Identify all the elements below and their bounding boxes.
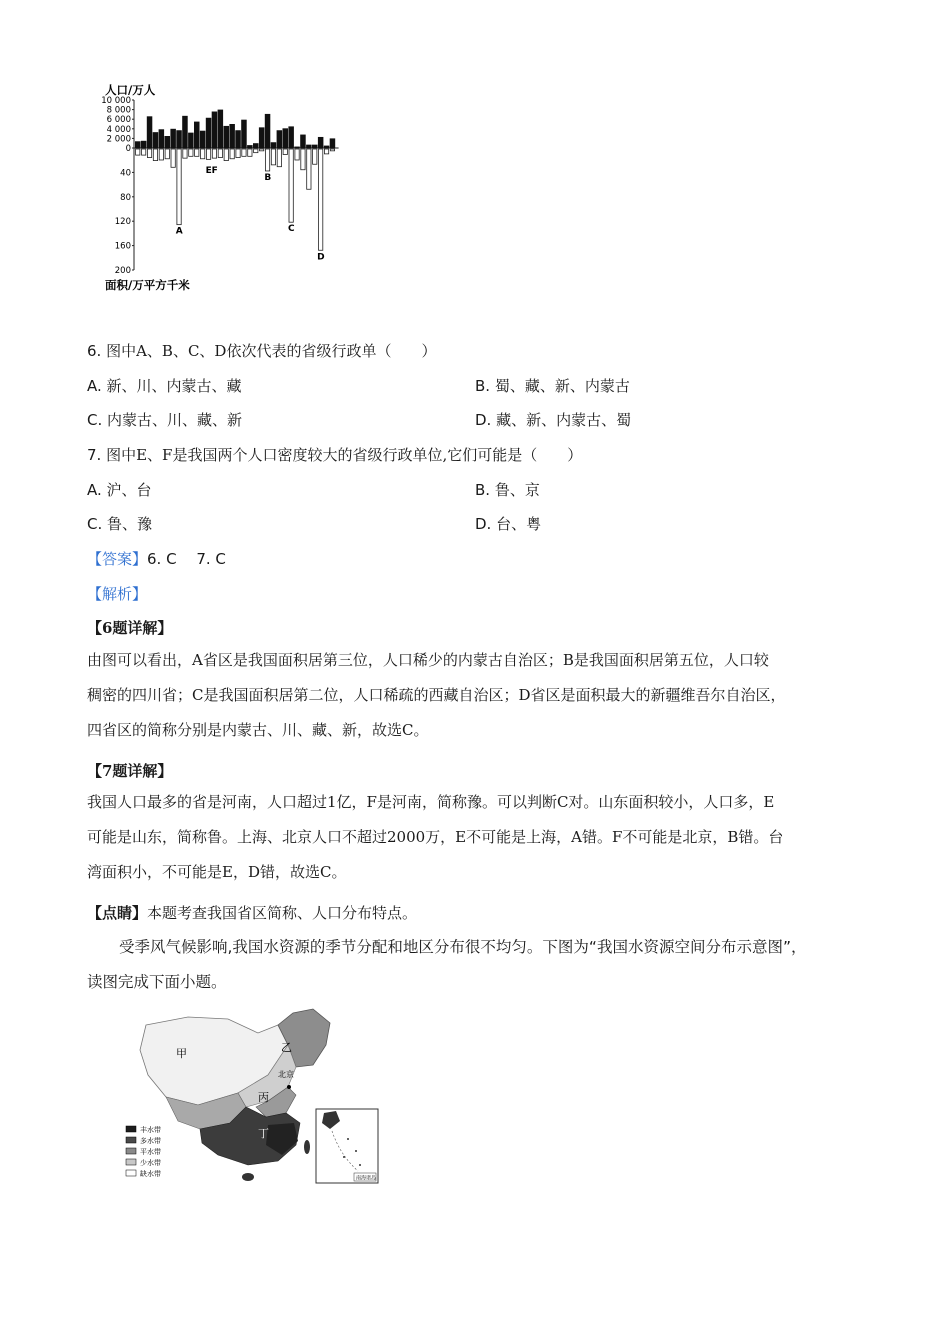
legend-swatch-4 xyxy=(126,1159,136,1165)
bar-label-f: F xyxy=(211,166,218,176)
population-bar xyxy=(312,145,318,148)
bar-labels xyxy=(176,166,325,262)
bar-label-e: E xyxy=(205,166,212,176)
option-text: 鲁、豫 xyxy=(107,515,153,533)
detail-6-heading: 【6题详解】 xyxy=(87,619,173,637)
comment-tag: 【点睛】 xyxy=(87,904,148,922)
population-bar xyxy=(141,141,147,148)
area-bar xyxy=(147,149,151,158)
population-tick-label: 6 000 xyxy=(106,115,131,126)
area-bar xyxy=(330,149,334,151)
option-text: 新、川、内蒙古、藏 xyxy=(106,377,242,395)
area-tick-label: 200 xyxy=(114,266,131,276)
paragraph-line: 四省区的简称分别是内蒙古、川、藏、新，故选C。 xyxy=(87,721,429,739)
q6-option-a xyxy=(87,375,242,396)
population-bar xyxy=(253,143,259,148)
y-axis-area-title: 面积/万平方千米 xyxy=(105,278,190,292)
paragraph-line: 湾面积小，不可能是E，D错，故选C。 xyxy=(87,863,347,881)
population-bar xyxy=(182,116,188,148)
population-bar xyxy=(218,110,224,148)
population-tick-label: 10 000 xyxy=(101,96,131,106)
area-tick-label: 40 xyxy=(120,168,131,179)
detail-7-heading: 【7题详解】 xyxy=(87,762,173,780)
population-bar xyxy=(212,112,218,148)
area-tick-label: 120 xyxy=(114,217,131,228)
detail-7-body xyxy=(87,785,877,890)
answer-line xyxy=(87,548,226,569)
answer-text: 6. C 7. C xyxy=(147,550,226,568)
area-bar xyxy=(319,149,323,250)
population-bar xyxy=(188,133,194,148)
hainan-island xyxy=(242,1173,254,1181)
legend-label-3: 平水带 xyxy=(140,1148,161,1156)
population-bar xyxy=(229,124,235,148)
area-bar xyxy=(218,149,222,158)
paragraph-line: 可能是山东，简称鲁。上海、北京人口不超过2000万，E不可能是上海，A错。F不可能是北京，B错。台 xyxy=(87,828,784,846)
population-ticks xyxy=(101,96,134,154)
population-bar xyxy=(241,120,247,148)
area-bar xyxy=(324,149,328,154)
q7-option-c xyxy=(87,513,152,534)
population-bar xyxy=(265,114,271,148)
legend-label-1: 丰水带 xyxy=(140,1126,161,1134)
population-bar xyxy=(330,138,336,148)
q6-option-b xyxy=(475,375,630,396)
q6-option-d xyxy=(475,409,631,430)
paragraph-line: 受季风气候影响,我国水资源的季节分配和地区分布很不均匀。下图为“我国水资源空间分布示意图”， xyxy=(119,938,807,956)
population-bar xyxy=(306,145,312,148)
population-bar xyxy=(271,142,277,148)
option-text: 台、粤 xyxy=(496,515,542,533)
water-resources-map xyxy=(118,1005,386,1187)
q6-option-c xyxy=(87,409,242,430)
q7-option-d xyxy=(475,513,541,534)
intro-paragraph xyxy=(87,930,887,1000)
area-bar xyxy=(295,149,299,160)
legend-label-2: 多水带 xyxy=(140,1137,161,1145)
area-bar xyxy=(260,149,264,151)
option-text: 蜀、藏、新、内蒙古 xyxy=(494,377,630,395)
question-number: 6. xyxy=(87,342,102,360)
area-bar xyxy=(171,149,175,167)
inset-caption: 南海诸岛 xyxy=(356,1175,377,1182)
beijing-marker xyxy=(287,1085,291,1089)
paragraph-line: 读图完成下面小题。 xyxy=(87,973,227,991)
area-bar xyxy=(283,149,287,154)
population-bar xyxy=(224,126,230,148)
area-bar xyxy=(206,149,210,159)
area-bar xyxy=(230,149,234,159)
area-bar xyxy=(189,149,193,156)
comment-text: 本题考查我国省区简称、人口分布特点。 xyxy=(147,904,418,922)
population-bar xyxy=(176,130,182,148)
bars-group xyxy=(135,110,335,251)
population-tick-label: 2 000 xyxy=(106,134,131,145)
y-axis-population-title xyxy=(105,83,156,97)
area-bar xyxy=(224,149,228,161)
area-bar xyxy=(265,149,269,171)
population-bar xyxy=(165,136,171,148)
population-bar xyxy=(318,137,324,148)
bar-label-d: D xyxy=(317,252,325,263)
map-city-beijing: 北京 xyxy=(278,1070,294,1079)
area-bar xyxy=(201,149,205,159)
question-text: 图中E、F是我国两个人口密度较大的省级行政单位,它们可能是（ ） xyxy=(106,446,583,464)
population-bar xyxy=(294,147,300,148)
area-bar xyxy=(183,149,187,158)
q7-option-a xyxy=(87,479,152,500)
question-6 xyxy=(87,340,436,361)
population-tick-label: 8 000 xyxy=(106,105,131,116)
area-bar xyxy=(159,149,163,160)
option-text: 内蒙古、川、藏、新 xyxy=(107,411,243,429)
question-7 xyxy=(87,444,582,465)
legend-label-5: 缺水带 xyxy=(140,1170,161,1178)
paragraph-line: 由图可以看出，A省区是我国面积居第三位，人口稀少的内蒙古自治区；B是我国面积居第五位，人口较 xyxy=(87,651,769,669)
population-bar xyxy=(159,129,165,148)
area-bar xyxy=(277,149,281,167)
answer-tag: 【答案】 xyxy=(87,550,148,568)
svg-text:人口/万人: 人口/万人 xyxy=(105,83,156,97)
comment-line xyxy=(87,902,417,923)
population-bar xyxy=(288,126,294,148)
population-tick-label: 0 xyxy=(125,144,131,154)
option-letter: D. xyxy=(475,411,492,429)
option-letter: A. xyxy=(87,481,102,499)
q7-option-b xyxy=(475,479,540,500)
population-bar xyxy=(283,128,289,148)
area-bar xyxy=(271,149,275,165)
population-bar xyxy=(135,141,141,148)
population-bar xyxy=(200,131,206,148)
area-bar xyxy=(142,149,146,155)
area-bar xyxy=(248,149,252,156)
population-tick-label: 4 000 xyxy=(106,124,131,135)
area-bar xyxy=(307,149,311,189)
population-bar xyxy=(170,129,176,148)
taiwan-island xyxy=(304,1140,310,1154)
population-area-chart xyxy=(100,68,370,303)
legend-swatch-1 xyxy=(126,1126,136,1132)
population-bar xyxy=(247,145,253,148)
population-bar xyxy=(153,132,159,148)
south-china-sea-inset xyxy=(316,1109,378,1183)
map-label-jia: 甲 xyxy=(176,1047,187,1060)
area-bar xyxy=(254,149,258,153)
area-bar xyxy=(212,149,216,158)
area-bar xyxy=(289,149,293,222)
bar-label-b: B xyxy=(264,172,272,183)
paragraph-line: 我国人口最多的省是河南，人口超过1亿，F是河南，简称豫。可以判断C对。山东面积较小，人口多，E xyxy=(87,793,775,811)
option-letter: A. xyxy=(87,377,102,395)
legend-swatch-5 xyxy=(126,1170,136,1176)
area-bar xyxy=(313,149,317,164)
detail-6-body xyxy=(87,643,877,748)
population-bar xyxy=(324,146,330,148)
area-ticks xyxy=(115,168,134,276)
population-bar xyxy=(206,118,212,148)
population-bar xyxy=(300,135,306,148)
population-bar xyxy=(194,122,200,148)
legend-swatch-2 xyxy=(126,1137,136,1143)
bar-label-c: C xyxy=(288,224,295,235)
map-label-bing: 丙 xyxy=(258,1091,269,1104)
area-tick-label: 160 xyxy=(114,241,131,252)
legend-swatch-3 xyxy=(126,1148,136,1154)
option-text: 藏、新、内蒙古、蜀 xyxy=(496,411,632,429)
analysis-tag: 【解析】 xyxy=(87,585,148,603)
question-number: 7. xyxy=(87,446,102,464)
map-label-ding: 丁 xyxy=(258,1127,269,1140)
map-label-yi: 乙 xyxy=(281,1041,292,1054)
area-bar xyxy=(165,149,169,159)
bar-label-a: A xyxy=(175,226,183,237)
area-bar xyxy=(195,149,199,156)
option-letter: C. xyxy=(87,411,103,429)
option-letter: B. xyxy=(475,377,491,395)
option-letter: B. xyxy=(475,481,491,499)
option-text: 沪、台 xyxy=(106,481,152,499)
option-letter: D. xyxy=(475,515,492,533)
population-bar xyxy=(259,127,265,148)
area-bar xyxy=(153,149,157,161)
area-bar xyxy=(242,149,246,156)
area-bar xyxy=(301,149,305,170)
area-bar xyxy=(136,149,140,155)
area-tick-label: 80 xyxy=(120,192,131,203)
population-bar xyxy=(235,130,241,148)
option-letter: C. xyxy=(87,515,103,533)
area-bar xyxy=(177,149,181,225)
paragraph-line: 稠密的四川省；C是我国面积居第二位，人口稀疏的西藏自治区；D省区是面积最大的新疆维吾尔自治区， xyxy=(87,686,786,704)
question-text: 图中A、B、C、D依次代表的省级行政单（ ） xyxy=(106,342,437,360)
area-bar xyxy=(236,149,240,158)
legend-label-4: 少水带 xyxy=(140,1159,161,1167)
population-bar xyxy=(147,116,153,148)
population-bar xyxy=(277,130,283,148)
option-text: 鲁、京 xyxy=(494,481,540,499)
